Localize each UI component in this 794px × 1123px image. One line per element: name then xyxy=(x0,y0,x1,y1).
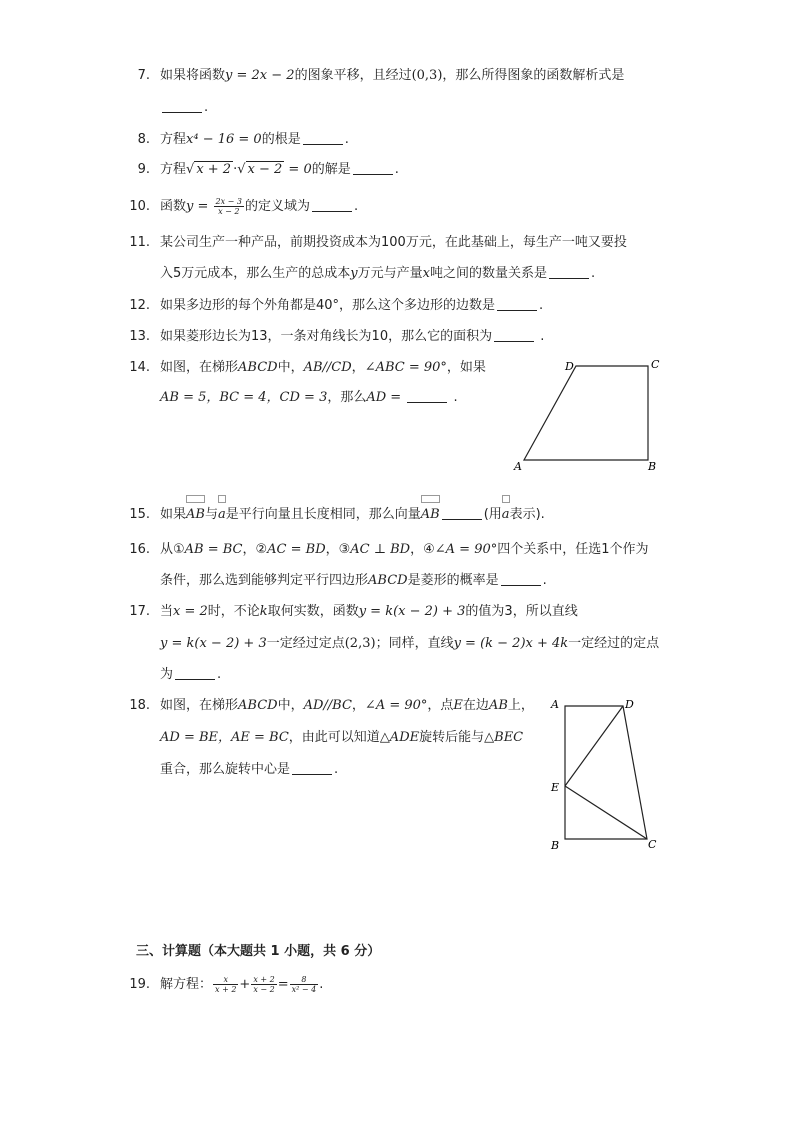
label-D: D xyxy=(625,698,634,711)
problem-15-text: 如果 AB与 a是平行向量且长度相同，那么向量 AB (用 a表示). xyxy=(160,505,545,525)
answer-blank[interactable] xyxy=(497,296,537,311)
answer-blank[interactable] xyxy=(303,130,343,145)
problem-19-text: 解方程： $\frac{x}{x + 2}$ + $\frac{x + 2}{x - 2}$ = $\frac{8}{\text{x² − 4}}$ . xyxy=(160,975,324,994)
problem-13-text: 如果菱形边长为13，一条对角线长为10，那么它的面积为 . xyxy=(160,329,545,344)
problem-17-line1: 当x = 2时，不论k取何实数，函数y = k(x − 2) + 3的值为3，所以直线 xyxy=(160,604,578,619)
p8-text-b: 的根是 xyxy=(261,132,301,147)
problem-17-line2: y = k(x − 2) + 3一定经过定点(2,3)；同样，直线y = (k − 2)x + 4k一定经过的定点 xyxy=(160,636,660,651)
problem-12-number: 12. xyxy=(129,298,150,313)
label-E: E xyxy=(551,781,560,794)
problem-16-line2: 条件，那么选到能够判定平行四边形ABCD是菱形的概率是 . xyxy=(160,573,547,588)
p9-dot: · xyxy=(233,162,238,177)
problem-18-number: 18. xyxy=(129,698,150,713)
problem-7-number: 7. xyxy=(137,68,150,83)
problem-14-number: 14. xyxy=(129,360,150,375)
problem-18-line2: AD = BE，AE = BC，由此可以知道△ADE旋转后能与△BEC xyxy=(160,730,524,745)
problem-17-line3: 为 . xyxy=(160,667,222,682)
problem-11-line1: 某公司生产一种产品，前期投资成本为100万元，在此基础上，每生产一吨又要投 xyxy=(160,235,627,250)
answer-blank[interactable] xyxy=(292,760,332,775)
p9-text-a: 方程 xyxy=(160,162,187,177)
p7-text-b: 的图象平移，且经过 xyxy=(294,68,412,83)
problem-18-line3: 重合，那么旋转中心是 . xyxy=(160,762,339,777)
p7-text-c: ，那么所得图象的函数解析式是 xyxy=(442,68,625,83)
p9-end: . xyxy=(394,162,399,177)
p10-end: . xyxy=(354,199,359,214)
p7-end: . xyxy=(204,100,209,115)
label-D: D xyxy=(565,360,574,373)
problem-14-line2: AB = 5，BC = 4，CD = 3，那么AD = . xyxy=(160,390,458,405)
answer-blank[interactable] xyxy=(312,197,352,212)
problem-16-number: 16. xyxy=(129,542,150,557)
problem-11-line2: 入5万元成本，那么生产的总成本y万元与产量x吨之间的数量关系是 . xyxy=(160,266,596,281)
answer-blank[interactable] xyxy=(442,505,482,520)
vector-a: a xyxy=(218,505,226,525)
segment-ec xyxy=(565,786,647,839)
problem-13-number: 13. xyxy=(129,329,150,344)
answer-blank[interactable] xyxy=(549,264,589,279)
p10-text-a: 函数 xyxy=(160,199,187,214)
answer-blank[interactable] xyxy=(494,327,534,342)
answer-blank[interactable] xyxy=(162,98,202,113)
p9-text-b: 的解是 xyxy=(311,162,351,177)
label-B: B xyxy=(551,839,560,852)
p10-fraction: $\frac{2x - 3}{x - 2}$ xyxy=(215,197,243,216)
figure-18-trapezoid xyxy=(545,692,665,856)
answer-blank[interactable] xyxy=(175,665,215,680)
problem-9-text: 方程√ x + 2 ·√ x − 2 = 0的解是 . xyxy=(160,162,399,177)
problem-7-answer-line xyxy=(160,98,208,118)
p19-frac3: $\frac{8}{\text{x² − 4}}$ xyxy=(291,975,317,994)
trapezoid-abcd xyxy=(524,366,648,460)
problem-14-line1: 如图，在梯形ABCD中，AB//CD，∠ABC = 90°，如果 xyxy=(160,360,486,375)
problem-17-number: 17. xyxy=(129,604,150,619)
segment-ed xyxy=(565,706,623,786)
problem-11-number: 11. xyxy=(129,235,150,250)
vector-ab: AB xyxy=(186,505,205,525)
p8-formula: x⁴ − 16 = 0 xyxy=(186,132,262,147)
label-A: A xyxy=(514,460,522,473)
problem-16-line1: 从①AB = BC，②AC = BD，③AC ⊥ BD，④∠A = 90°四个关系中，任选1个作为 xyxy=(160,542,649,557)
p9-sqrt2: x − 2 xyxy=(247,162,283,177)
answer-blank[interactable] xyxy=(353,160,393,175)
label-A: A xyxy=(551,698,559,711)
problem-9-number: 9. xyxy=(137,162,150,177)
p9-sqrt1: x + 2 xyxy=(196,162,232,177)
label-C: C xyxy=(651,358,660,371)
figure-14-trapezoid xyxy=(510,352,670,476)
p19-frac1: $\frac{x}{x + 2}$ xyxy=(215,975,237,994)
p7-formula: y = 2x − 2 xyxy=(225,68,295,83)
problem-8-text xyxy=(160,130,349,150)
p8-text-a: 方程 xyxy=(160,132,187,147)
p9-eq: = 0 xyxy=(284,162,312,177)
label-C: C xyxy=(648,838,657,851)
p10-y: y = xyxy=(186,199,213,214)
p8-end: . xyxy=(344,132,349,147)
answer-blank[interactable] xyxy=(501,571,541,586)
answer-blank[interactable] xyxy=(407,388,447,403)
p7-point: (0,3) xyxy=(411,68,443,83)
section-3-title: 三、计算题（本大题共 1 小题，共 6 分） xyxy=(136,944,381,959)
p7-text-a: 如果将函数 xyxy=(160,68,226,83)
problem-18-line1: 如图，在梯形ABCD中，AD//BC，∠A = 90°，点E在边AB上， xyxy=(160,698,534,713)
vector-a-2: a xyxy=(502,505,510,525)
problem-10-text xyxy=(160,197,358,217)
problem-8-number: 8. xyxy=(137,132,150,147)
problem-10-number: 10. xyxy=(129,199,150,214)
problem-19-number: 19. xyxy=(129,977,150,992)
label-B: B xyxy=(648,460,657,473)
trapezoid-abcd xyxy=(565,706,647,839)
problem-7-text xyxy=(160,66,624,86)
problem-15-number: 15. xyxy=(129,507,150,522)
p10-text-b: 的定义域为 xyxy=(245,199,311,214)
p19-frac2: $\frac{x + 2}{x - 2}$ xyxy=(253,975,275,994)
vector-ab-2: AB xyxy=(421,505,440,525)
problem-12-text: 如果多边形的每个外角都是40°，那么这个多边形的边数是 . xyxy=(160,298,544,313)
